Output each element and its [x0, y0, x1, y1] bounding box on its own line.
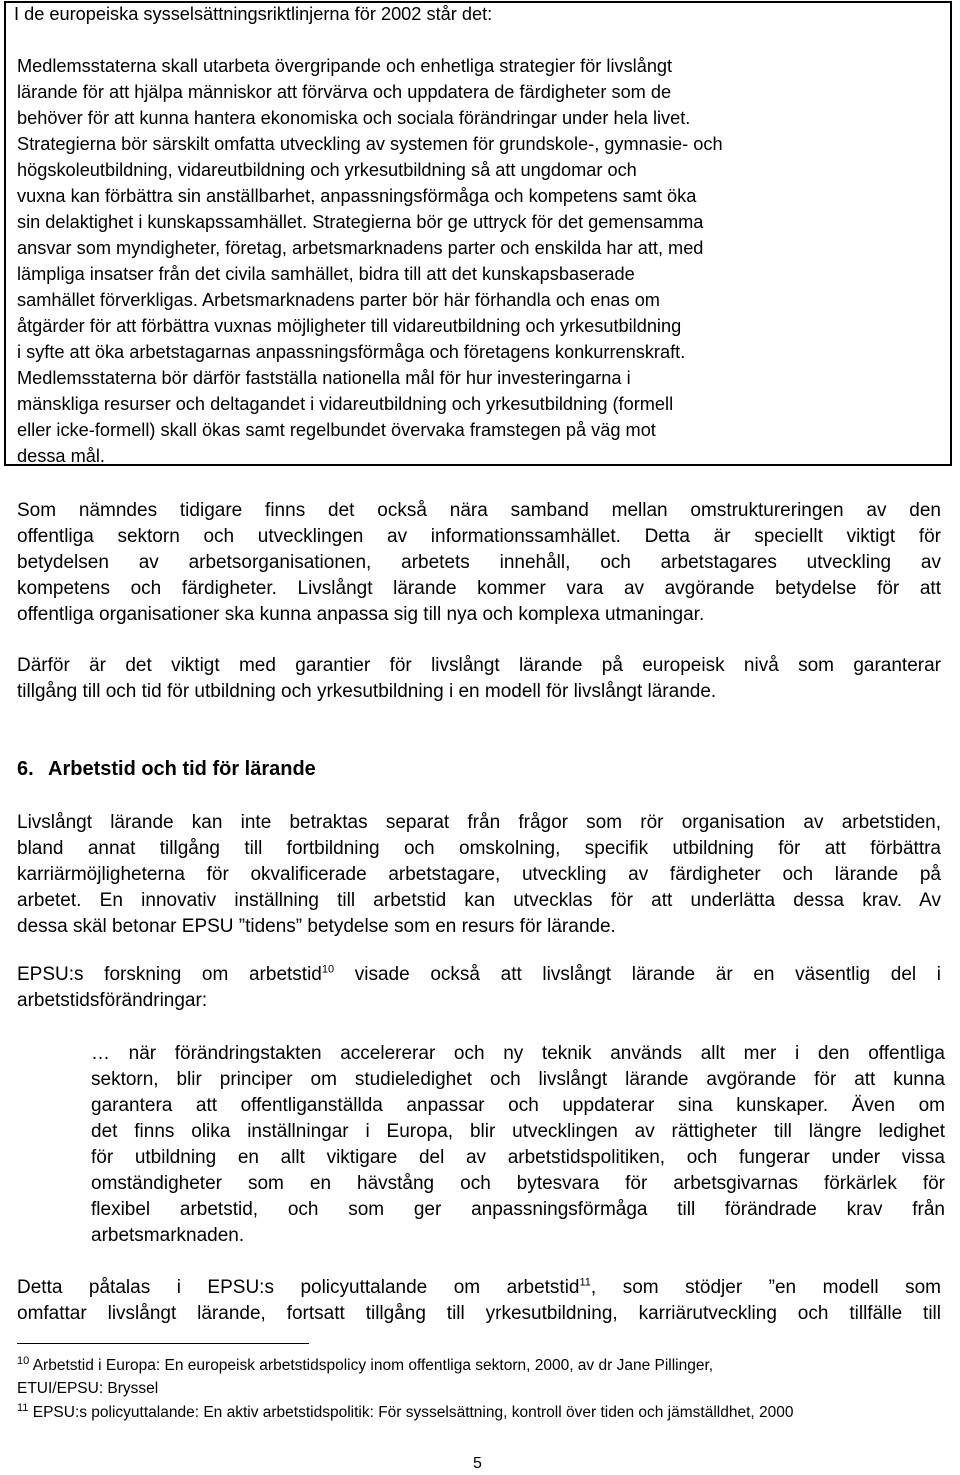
para1-line: Som nämndes tidigare finns det också nära samband mellan omstruktureringen av den [17, 500, 941, 521]
box-lines-line: åtgärder för att förbättra vuxnas möjligheter till vidareutbildning och yrkesutbildning [17, 316, 682, 336]
box-lines-line: behöver för att kunna hantera ekonomiska och sociala förändringar under hela livet. [17, 108, 691, 128]
footnote-10-continued: ETUI/EPSU: Bryssel [17, 1380, 159, 1397]
quote-line: … när förändringstakten accelererar och ny teknik används allt mer i den offentliga [91, 1043, 945, 1064]
box-lines-line: i syfte att öka arbetstagarnas anpassningsförmåga och företagens konkurrenskraft. [17, 342, 686, 362]
box-lines-line: ansvar som myndigheter, företag, arbetsmarknadens parter och enskilda har att, med [17, 238, 704, 258]
para3-line: dessa skäl betonar EPSU ”tidens” betydelse som en resurs för lärande. [17, 916, 616, 937]
quote-line: det finns olika inställningar i Europa, blir utvecklingen av rättigheter till längre ledighet [91, 1121, 945, 1142]
paragraph-4-line-2: arbetstidsförändringar: [17, 990, 208, 1011]
quote-line: sektorn, blir principer om studieledighet och livslångt lärande avgörande för att kunna [91, 1069, 945, 1090]
box-lines-line: dessa mål. [17, 446, 105, 466]
para3-line: karriärmöjligheterna för okvalificerade arbetstagare, utveckling av färdigheter och lärande på [17, 864, 941, 885]
para1-line: offentliga organisationer ska kunna anpassa sig till nya och komplexa utmaningar. [17, 604, 705, 625]
box-lines-line: eller icke-formell) skall ökas samt regelbundet övervaka framstegen på väg mot [17, 420, 656, 440]
quote-line: arbetsmarknaden. [91, 1225, 245, 1246]
footnote-10: $^{10}$ Arbetstid i Europa: En europeisk arbetstidspolicy inom offentliga sektorn, 2000, av dr Jane Pillinger, [17, 1354, 714, 1374]
para3-line: bland annat tillgång till fortbildning och omskolning, specifik utbildning för att förbättra [17, 838, 941, 859]
box-lines-line: Strategierna bör särskilt omfatta utveckling av systemen för grundskole-, gymnasie- och [17, 134, 723, 154]
para2-line: tillgång till och tid för utbildning och yrkesutbildning i en modell för livslångt lärande. [17, 681, 717, 702]
box-lines-line: sin delaktighet i kunskapssamhället. Strategierna bör ge uttryck för det gemensamma [17, 212, 704, 232]
box-lines-line: samhället förverkligas. Arbetsmarknadens parter bör här förhandla och enas om [17, 290, 660, 310]
section-number: 6. [17, 758, 34, 780]
quote-line: omständigheter som en hävstång och bytesvara för arbetsgivarnas förkärlek för [91, 1173, 945, 1194]
box-lines-line: mänskliga resurser och deltagandet i vidareutbildning och yrkesutbildning (formell [17, 394, 674, 414]
para2-line: Därför är det viktigt med garantier för livslångt lärande på europeisk nivå som garanterar [17, 655, 941, 676]
box-lines-line: lämpliga insatser från det civila samhället, bidra till att det kunskapsbaserade [17, 264, 635, 284]
box-intro: I de europeiska sysselsättningsriktlinjerna för 2002 står det: [14, 4, 493, 24]
para3-line: Livslångt lärande kan inte betraktas separat från frågor som rör organisation av arbetstiden, [17, 812, 941, 833]
box-lines-line: Medlemsstaterna skall utarbeta övergripande och enhetliga strategier för livslångt [17, 56, 673, 76]
footnote-11: $^{11}$ EPSU:s policyuttalande: En aktiv arbetstidspolitik: För sysselsättning, kontroll över tiden och jämställdhet, 2000 [17, 1401, 794, 1421]
para1-line: betydelsen av arbetsorganisationen, arbetets innehåll, och arbetstagares utveckling av [17, 552, 941, 573]
section-title: Arbetstid och tid för lärande [48, 758, 316, 780]
paragraph-4-line-1: EPSU:s forskning om arbetstid$^{10}$ visade också att livslångt lärande är en väsentlig del i [17, 963, 941, 985]
para1-line: offentliga sektorn och utvecklingen av informationssamhället. Detta är speciellt viktigt för [17, 526, 941, 547]
footnote-separator [17, 1343, 309, 1344]
quote-line: för utbildning en allt viktigare del av arbetstidspolitiken, och fungerar under vissa [91, 1147, 945, 1168]
box-lines-line: högskoleutbildning, vidareutbildning och yrkesutbildning så att ungdomar och [17, 160, 637, 180]
quote-line: flexibel arbetstid, och som ger anpassningsförmåga till förändrade krav från [91, 1199, 945, 1220]
footnote-ref-11[interactable]: 11 [579, 1276, 591, 1289]
box-lines-line: Medlemsstaterna bör därför fastställa nationella mål för hur investeringarna i [17, 368, 631, 388]
para3-line: arbetet. En innovativ inställning till arbetstid kan utvecklas för att underlätta dessa krav. Av [17, 890, 941, 911]
box-lines-line: vuxna kan förbättra sin anställbarhet, anpassningsförmåga och kompetens samt öka [17, 186, 697, 206]
footnote-ref-10[interactable]: 10 [321, 963, 335, 976]
quote-line: garantera att offentliganställda anpassar och uppdaterar sina kunskaper. Även om [91, 1095, 945, 1116]
box-lines-line: lärande för att hjälpa människor att förvärva och uppdatera de färdigheter som de [17, 82, 672, 102]
paragraph-5-line-2: omfattar livslångt lärande, fortsatt tillgång till yrkesutbildning, karriärutveckling och tillfälle till [17, 1303, 941, 1324]
para1-line: kompetens och färdigheter. Livslångt lärande kommer vara av avgörande betydelse för att [17, 578, 941, 599]
paragraph-5-line-1: Detta påtalas i EPSU:s policyuttalande om arbetstid$^{11}$, som stödjer ”en modell som [17, 1276, 941, 1298]
page-number: 5 [473, 1455, 482, 1472]
